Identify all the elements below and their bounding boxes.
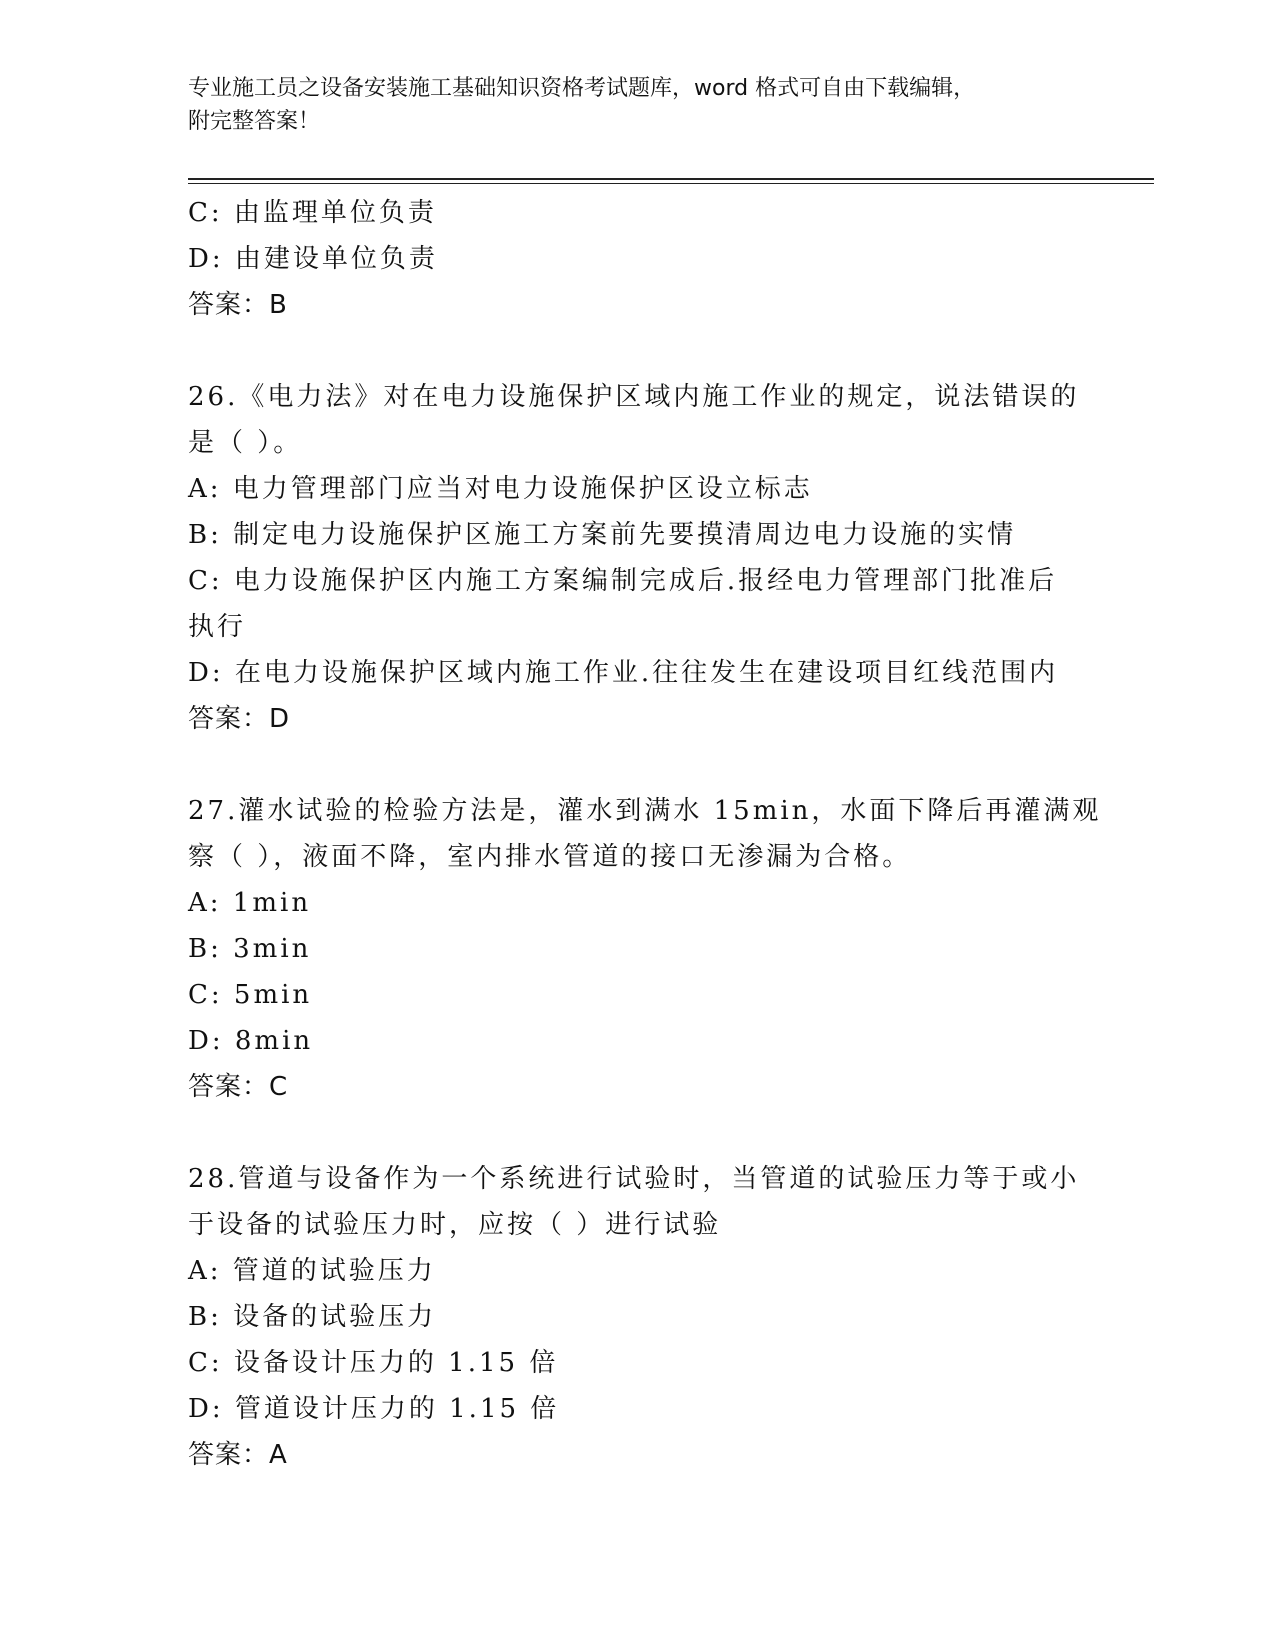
option-d: D: 在电力设施保护区域内施工作业.往往发生在建设项目红线范围内 (188, 658, 1059, 688)
question-stem-line-2: 察（ ），液面不降，室内排水管道的接口无渗漏为合格。 (188, 842, 912, 872)
question-28 (188, 1156, 1078, 1478)
answer-line: 答案：A (188, 1440, 288, 1470)
question-stem-line-2: 是（ ）。 (188, 428, 303, 458)
header-title-line-2: 附完整答案！ (188, 109, 321, 134)
option-c: C: 电力设施保护区内施工方案编制完成后.报经电力管理部门批准后 (188, 566, 1058, 596)
question-stem-line-1: 28.管道与设备作为一个系统进行试验时，当管道的试验压力等于或小 (188, 1164, 1080, 1194)
option-a: A: 1min (188, 888, 312, 918)
option-c: C: 5min (188, 980, 313, 1010)
answer-line: 答案：B (188, 290, 288, 320)
header-title-line-1: 专业施工员之设备安装施工基础知识资格考试题库，word 格式可自由下载编辑， (188, 76, 976, 101)
option-d: D: 8min (188, 1026, 314, 1056)
question-26 (188, 374, 1078, 742)
question-stem-line-1: 27.灌水试验的检验方法是，灌水到满水 15min，水面下降后再灌满观 (188, 796, 1102, 826)
question-list (188, 190, 1102, 1478)
header-divider-thick (188, 178, 1154, 180)
spacer (188, 328, 1088, 374)
option-a: A: 电力管理部门应当对电力设施保护区设立标志 (188, 474, 813, 504)
option-b: B: 设备的试验压力 (188, 1302, 437, 1332)
option-c: C: 由监理单位负责 (188, 198, 437, 228)
option-d: D: 由建设单位负责 (188, 244, 438, 274)
page-header (188, 72, 1068, 138)
question-stem-line-1: 26.《电力法》对在电力设施保护区域内施工作业的规定，说法错误的 (188, 382, 1080, 412)
option-b: B: 3min (188, 934, 312, 964)
spacer (188, 742, 1088, 788)
option-d: D: 管道设计压力的 1.15 倍 (188, 1394, 560, 1424)
option-c: C: 设备设计压力的 1.15 倍 (188, 1348, 559, 1378)
option-a: A: 管道的试验压力 (188, 1256, 436, 1286)
question-fragment (188, 190, 1088, 328)
question-stem-line-2: 于设备的试验压力时，应按（ ）进行试验 (188, 1210, 722, 1240)
answer-line: 答案：D (188, 704, 291, 734)
option-c-continued: 执行 (188, 612, 247, 642)
option-b: B: 制定电力设施保护区施工方案前先要摸清周边电力设施的实情 (188, 520, 1017, 550)
question-27 (188, 788, 1102, 1110)
header-divider-thin (188, 183, 1154, 184)
answer-line: 答案：C (188, 1072, 289, 1102)
spacer (188, 1110, 1088, 1156)
